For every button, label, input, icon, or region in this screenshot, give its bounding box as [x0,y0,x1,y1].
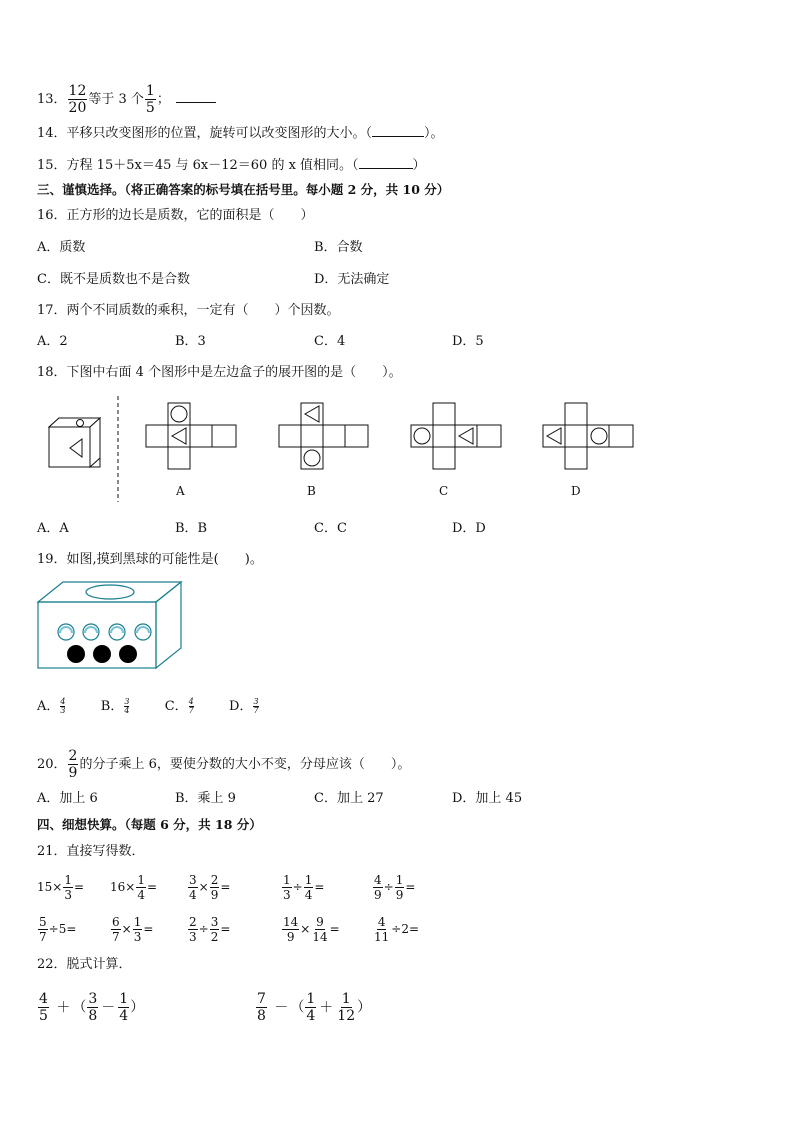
question-13 [37,84,216,115]
question-19-stem: 19．如图,摸到黑球的可能性是( )。 [37,552,263,567]
calc-pre: 16× [110,880,136,894]
option-fraction [124,698,129,715]
q14-text: 14．平移只改变图形的位置，旋转可以改变图形的大小。（ [37,126,373,141]
q22-expression-1[interactable] [37,992,144,1023]
q13-fraction-1 [68,84,88,115]
answer-blank[interactable] [176,90,216,103]
net-label-a: A [176,484,185,498]
left-paren: （ [72,999,87,1016]
right-paren: ） [357,999,372,1016]
denominator: 20 [68,100,87,116]
denominator: 11 [374,929,390,944]
option-fraction [60,698,65,715]
calc-pre: 15× [37,880,63,894]
denominator: 8 [257,1008,266,1024]
calc-post: = [405,880,416,894]
option-label: D． [229,699,253,714]
fraction [38,916,48,943]
numerator: 2 [189,914,197,929]
fraction [63,874,73,901]
option-fraction [189,698,194,715]
q16-option-b[interactable]: B．合数 [314,240,363,255]
answer-blank[interactable] [372,124,424,137]
right-paren: ） [130,999,145,1016]
question-15 [37,156,426,175]
denominator: 5 [145,100,155,116]
question-21-stem: 21．直接写得数． [37,844,145,859]
denominator: 12 [337,1008,356,1024]
section-4-heading: 四、细想快算。（每题 6 分，共 18 分） [37,817,262,832]
q19-options [37,698,260,716]
fraction [282,916,299,943]
numerator: 9 [316,914,324,929]
net-label-d: D [571,484,581,498]
calc-item[interactable] [110,870,157,904]
denominator: 7 [39,929,47,944]
denominator: 8 [88,1008,98,1024]
option-label: A． [37,699,60,714]
calc-op: × [198,880,209,894]
numerator: 1 [341,991,351,1007]
operator: ＋ [56,999,71,1016]
fraction [336,992,356,1023]
fraction [373,916,390,943]
denominator: 9 [210,887,219,902]
q13-fraction-2 [145,84,156,115]
fraction [210,874,220,901]
q20-option-a[interactable]: A．加上 6 [37,791,98,806]
denominator: 3 [283,887,291,902]
q19-option-d[interactable] [229,699,260,714]
q20-option-b[interactable]: B．乘上 9 [175,791,236,806]
question-14 [37,124,444,143]
numerator: 4 [377,914,386,929]
net-c[interactable] [411,403,501,469]
operator: － [101,999,116,1016]
calc-post: = [329,922,340,936]
denominator: 4 [304,887,313,902]
fraction [38,992,49,1023]
numerator: 2 [68,748,78,764]
denominator: 5 [39,1008,48,1024]
q17-option-b[interactable]: B．3 [175,334,206,349]
numerator: 2 [210,872,219,887]
left-paren: （ [290,999,305,1016]
ball-box-figure [30,578,190,674]
calc-item[interactable] [37,870,84,904]
numerator: 1 [137,872,145,887]
numerator: 3 [253,697,259,706]
q18-option-c[interactable]: C．C [314,521,347,536]
q19-option-b[interactable] [101,699,131,714]
calc-post: ÷2= [391,922,420,936]
black-balls [67,645,137,663]
calc-post: = [220,880,231,894]
numerator: 7 [257,991,266,1007]
numerator: 14 [283,914,299,929]
fraction [188,874,198,901]
denominator: 4 [124,706,130,715]
numerator: 3 [124,697,130,706]
denominator: 9 [395,887,404,902]
q13-semicolon: ； [156,92,170,107]
fraction [133,916,143,943]
question-18-stem: 18．下图中右面 4 个图形中是左边盒子的展开图的是（ ）。 [37,365,402,380]
calc-post: = [314,880,325,894]
calc-item[interactable] [372,912,419,946]
calc-post: = [73,880,85,894]
denominator: 4 [119,1008,129,1024]
numerator: 4 [39,991,48,1007]
q15-text: 15．方程 15＋5x＝45 与 6x－12＝60 的 x 值相同。（ [37,158,359,173]
fraction [136,874,146,901]
cube-figure [49,418,100,467]
calc-item[interactable] [110,912,153,946]
question-20-stem [37,749,410,780]
fraction [282,874,292,901]
numerator: 3 [88,991,98,1007]
calc-item[interactable] [187,912,230,946]
q16-option-a[interactable]: A．质数 [37,240,86,255]
numerator: 1 [64,872,72,887]
q17-option-d[interactable]: D．5 [452,334,484,349]
q14-end: ）。 [424,126,444,141]
calc-op: × [300,922,311,936]
fraction [304,874,314,901]
numerator: 1 [119,991,129,1007]
operator: ＋ [319,999,334,1016]
numerator: 12 [68,83,87,99]
fraction [87,992,98,1023]
net-b[interactable] [279,403,368,469]
fraction [188,916,198,943]
q13-text: 等于 3 个 [88,92,144,107]
q17-option-c[interactable]: C．4 [314,334,346,349]
q18-figure [0,390,794,510]
answer-blank[interactable] [359,156,413,169]
fraction [395,874,405,901]
numerator: 1 [145,83,155,99]
calc-item[interactable] [187,870,230,904]
numerator: 1 [304,872,313,887]
denominator: 3 [189,929,197,944]
q18-option-d[interactable]: D．D [452,521,486,536]
numerator: 3 [210,914,219,929]
denominator: 9 [286,929,295,944]
denominator: 9 [68,765,78,781]
calc-post: = [146,880,158,894]
denominator: 3 [60,706,66,715]
numerator: 1 [283,872,291,887]
fraction [118,992,129,1023]
numerator: 4 [374,872,382,887]
calc-post: = [143,922,154,936]
q18-option-b[interactable]: B．B [175,521,208,536]
denominator: 4 [137,887,145,902]
fraction [256,992,267,1023]
calc-post: = [220,922,231,936]
calc-item[interactable] [372,870,415,904]
q17-option-a[interactable]: A．2 [37,334,68,349]
denominator: 9 [374,887,382,902]
q20-fraction [68,749,79,780]
question-22-stem: 22．脱式计算． [37,957,132,972]
calc-op: ÷ [292,880,303,894]
white-balls [58,624,151,640]
fraction [373,874,383,901]
q16-option-c[interactable]: C．既不是质数也不是合数 [37,272,190,287]
denominator: 2 [210,929,219,944]
section-3-heading: 三、谨慎选择。（将正确答案的标号填在括号里。每小题 2 分，共 10 分） [37,182,450,197]
net-d[interactable] [543,403,633,469]
numerator: 6 [112,914,120,929]
q20-text: 的分子乘上 6，要使分数的大小不变，分母应该（ ）。 [79,757,411,772]
question-16-stem: 16．正方形的边长是质数，它的面积是（ ） [37,208,314,223]
numerator: 1 [306,991,316,1007]
calc-item[interactable] [281,912,340,946]
numerator: 3 [189,872,197,887]
numerator: 1 [395,872,404,887]
q19-option-a[interactable] [37,699,66,714]
fraction [311,916,328,943]
numerator: 1 [133,914,142,929]
fraction [210,916,220,943]
q18-option-a[interactable]: A．A [37,521,69,536]
option-label: C． [164,699,188,714]
denominator: 4 [189,887,197,902]
denominator: 4 [306,1008,316,1024]
denominator: 7 [112,929,120,944]
operator: － [274,999,289,1016]
calc-item[interactable] [281,870,324,904]
numerator: 4 [60,697,66,706]
denominator: 3 [64,887,72,902]
denominator: 3 [133,929,142,944]
q15-end: ） [412,158,426,173]
net-a[interactable] [146,403,236,469]
calc-op: ÷ [198,922,209,936]
calc-op: × [121,922,132,936]
q20-number: 20． [37,757,67,772]
q20-option-d[interactable]: D．加上 45 [452,791,523,806]
q19-option-c[interactable] [165,699,195,714]
fraction [305,992,316,1023]
fraction [111,916,121,943]
calc-post: ÷5= [48,922,77,936]
numerator: 4 [188,697,194,706]
calc-op: ÷ [383,880,394,894]
denominator: 7 [188,706,194,715]
net-label-b: B [307,484,316,498]
q20-option-c[interactable]: C．加上 27 [314,791,384,806]
denominator: 7 [253,706,259,715]
question-17-stem: 17．两个不同质数的乘积，一定有（ ）个因数。 [37,303,340,318]
net-label-c: C [439,484,449,498]
q13-number: 13． [37,92,67,107]
q16-option-d[interactable]: D．无法确定 [314,272,390,287]
q22-expression-2[interactable] [255,992,371,1023]
option-label: B． [100,699,124,714]
option-fraction [253,698,258,715]
numerator: 5 [39,914,47,929]
calc-item[interactable] [37,912,76,946]
denominator: 14 [312,929,328,944]
